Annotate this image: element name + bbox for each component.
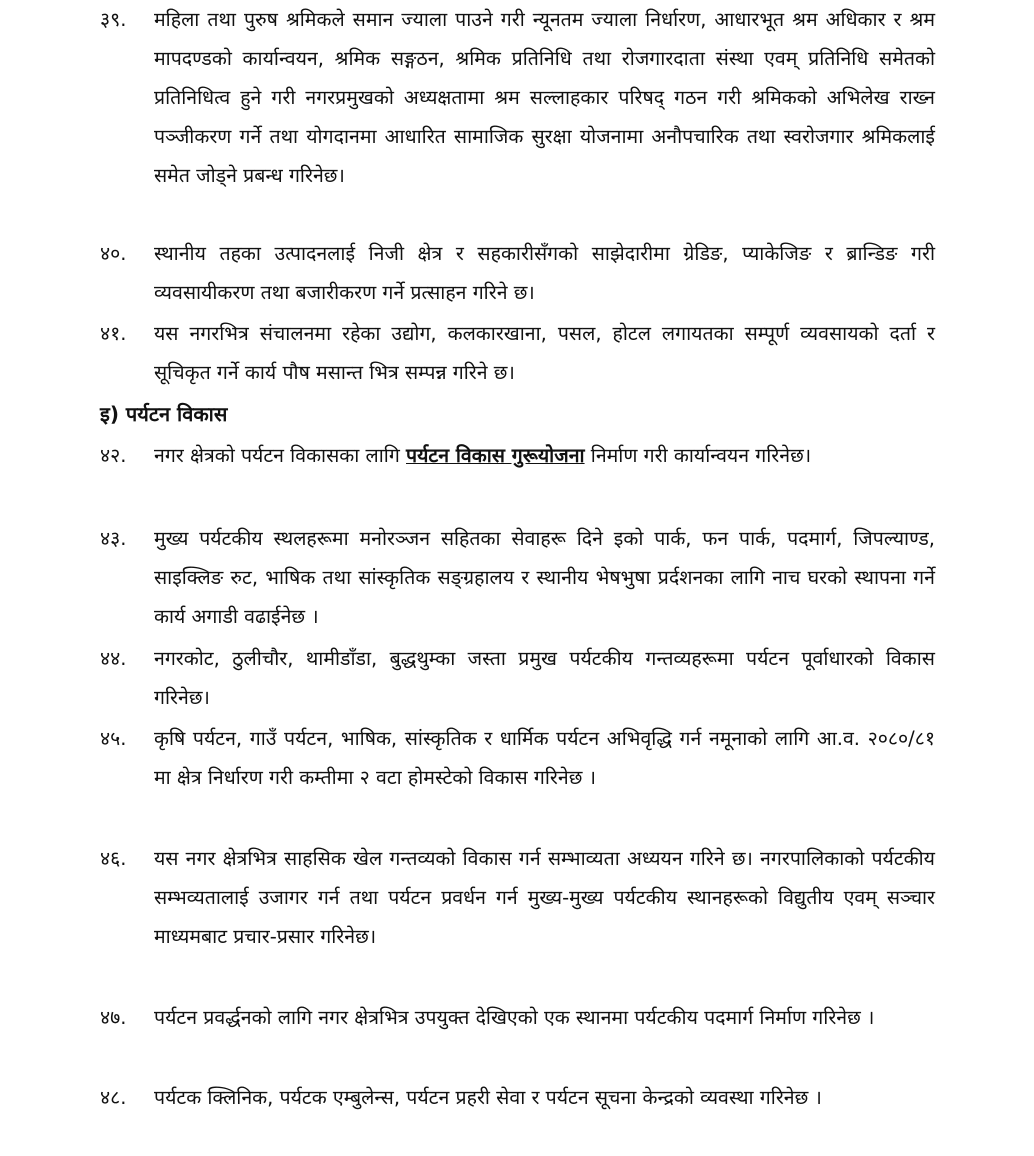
section-heading: इ) पर्यटन विकास [100,402,228,426]
item-number: ३९. [100,8,127,31]
list-item-44 [100,639,935,717]
item-text-before: नगर क्षेत्रको पर्यटन विकासका लागि [154,444,407,467]
item-text: महिला तथा पुरुष श्रमिकले समान ज्याला पाउने गरी न्यूनतम ज्याला निर्धारण, आधारभूत श्रम अधिकार र श्रम मापदण्डको कार्यान्वयन, श्रमिक सङ्गठन, श्रमिक प्रतिनिधि तथा रोजगारदाता संस्था एवम् प्रतिनिधि समेतको प्रतिनिधित्व हुने गरी नगरप्रमुखको अध्यक्षतामा श्रम सल्लाहकार परिषद् गठन गरी श्रमिकको अभिलेख राख्न पञ्जीकरण गर्ने तथा योगदानमा आधारित सामाजिक सुरक्षा योजनामा अनौपचारिक तथा स्वरोजगार श्रमिकलाई समेत जोड्ने प्रबन्ध गरिनेछ। [154,8,935,187]
item-number: ४५. [100,727,127,750]
list-item-47 [100,998,935,1037]
item-number: ४१. [100,322,127,345]
list-item-40 [100,234,935,312]
list-item-45 [100,719,935,797]
item-text: मुख्य पर्यटकीय स्थलहरूमा मनोरञ्जन सहितका सेवाहरू दिने इको पार्क, फन पार्क, पदमार्ग, जिपल्याण्ड, साइक्लिङ रुट, भाषिक तथा सांस्कृतिक सङ्ग्रहालय र स्थानीय भेषभुषा प्रर्दशनका लागि नाच घरको स्थापना गर्ने कार्य अगाडी वढाईनेछ । [154,527,935,628]
list-item-42 [100,436,935,475]
item-number: ४०. [100,242,127,265]
item-text: यस नगरभित्र संचालनमा रहेका उद्योग, कलकारखाना, पसल, होटल लगायतका सम्पूर्ण व्यवसायको दर्ता र सूचिकृत गर्ने कार्य पौष मसान्त भित्र सम्पन्न गरिने छ। [154,322,935,384]
item-text: पर्यटक क्लिनिक, पर्यटक एम्बुलेन्स, पर्यटन प्रहरी सेवा र पर्यटन सूचना केन्द्रको व्यवस्था गरिनेछ । [154,1086,822,1109]
item-text: यस नगर क्षेत्रभित्र साहसिक खेल गन्तव्यको विकास गर्न सम्भाव्यता अध्ययन गरिने छ। नगरपालिकाको पर्यटकीय सम्भव्यतालाई उजागर गर्न तथा पर्यटन प्रवर्धन गर्न मुख्य-मुख्य पर्यटकीय स्थानहरूको विद्युतीय एवम् सञ्चार माध्यमबाट प्रचार-प्रसार गरिनेछ। [154,847,935,948]
list-item-46 [100,839,935,956]
item-number: ४६. [100,847,127,870]
item-text: स्थानीय तहका उत्पादनलाई निजी क्षेत्र र सहकारीसँगको साझेदारीमा ग्रेडिङ, प्याकेजिङ र ब्रान्डिङ गरी व्यवसायीकरण तथा बजारीकरण गर्ने प्रत्साहन गरिने छ। [154,242,935,304]
list-item-41 [100,314,935,392]
list-item-48 [100,1078,935,1117]
list-item-39 [100,0,935,195]
item-text: कृषि पर्यटन, गाउँ पर्यटन, भाषिक, सांस्कृतिक र धार्मिक पर्यटन अभिवृद्धि गर्न नमूनाको लागि आ.व. २०८०/८१ मा क्षेत्र निर्धारण गरी कम्तीमा २ वटा होमस्टेको विकास गरिनेछ । [154,727,935,789]
item-text: नगरकोट, ठुलीचौर, थामीडाँडा, बुद्धथुम्का जस्ता प्रमुख पर्यटकीय गन्तव्यहरूमा पर्यटन पूर्वाधारको विकास गरिनेछ। [154,647,935,709]
item-text-after: निर्माण गरी कार्यान्वयन गरिनेछ। [584,444,812,467]
item-text [154,436,935,475]
item-text: पर्यटन प्रवर्द्धनको लागि नगर क्षेत्रभित्र उपयुक्त देखिएको एक स्थानमा पर्यटकीय पदमार्ग निर्माण गरिनेछ । [154,1006,875,1029]
item-number: ४२. [100,444,127,467]
list-item-43 [100,519,935,636]
underlined-plan-title: पर्यटन विकास गुरूयोजना [406,444,585,467]
item-number: ४३. [100,527,127,550]
item-number: ४४. [100,647,127,670]
item-number: ४७. [100,1006,127,1029]
item-number: ४८. [100,1086,127,1109]
